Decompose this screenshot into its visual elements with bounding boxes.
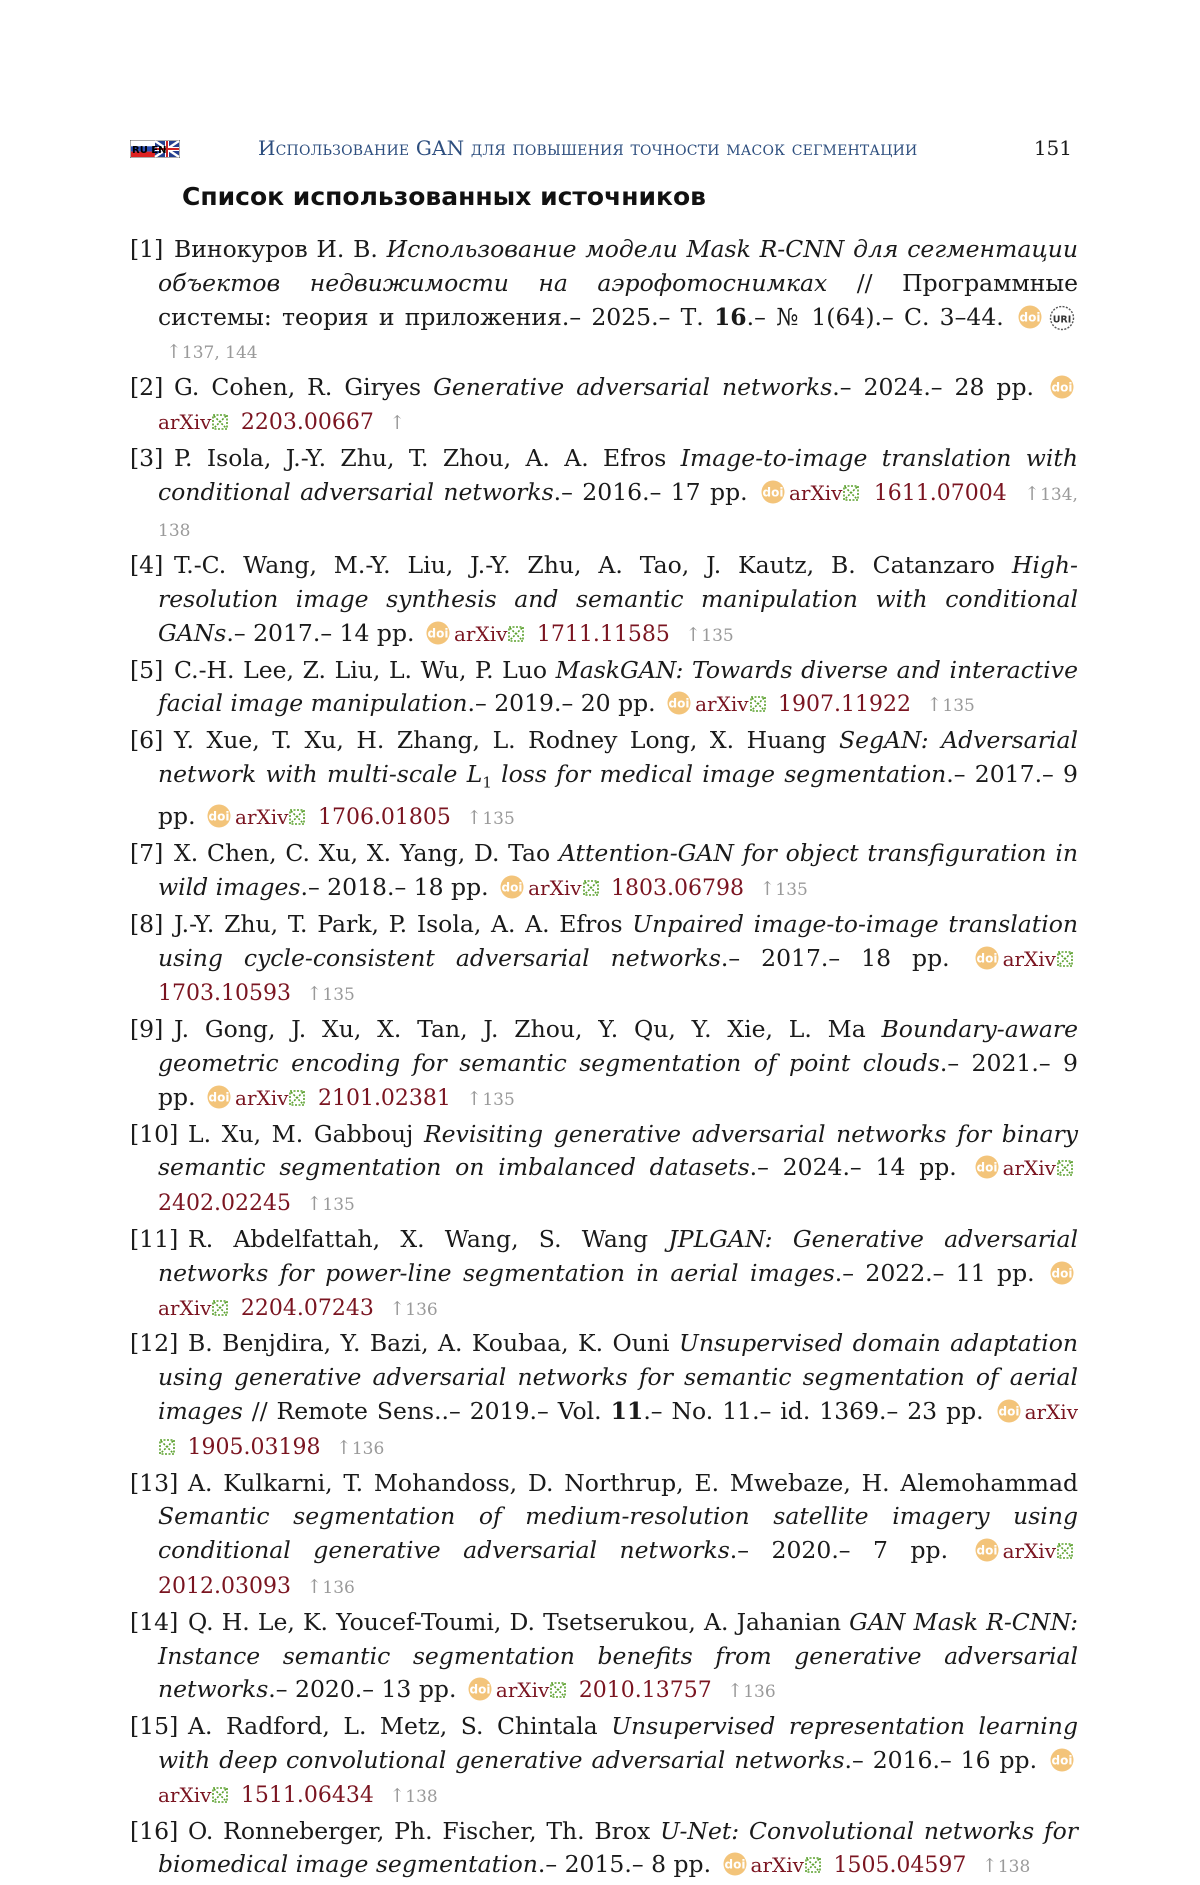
reference-authors: B. Benjdira, Y. Bazi, A. Koubaa, K. Ouni (188, 1329, 670, 1358)
reference-item (130, 1118, 1078, 1223)
arxiv-id-link[interactable]: 1511.06434 (240, 1782, 374, 1808)
arxiv-icon[interactable] (804, 1856, 822, 1874)
reference-details: .– 2016.– 16 pp. (844, 1745, 1038, 1774)
reference-title: MaskGAN: Towards diverse and interactive facial image manipulation (158, 655, 1078, 718)
arxiv-id-link[interactable]: 1711.11585 (536, 621, 670, 647)
arxiv-id-link[interactable]: 2203.00667 (240, 409, 374, 435)
reference-number: [13] (130, 1468, 179, 1497)
running-header (130, 136, 1072, 166)
arxiv-icon[interactable] (211, 1299, 229, 1317)
reference-title: SegAN: Adversarial network with multi-scale $L_1$ loss for medical image segmentation (158, 726, 1078, 792)
reference-authors: O. Ronneberger, Ph. Fischer, Th. Brox (188, 1816, 651, 1845)
reference-title: Использование модели Mask R-CNN для сегментации объектов недвижимости на аэрофотоснимках (158, 235, 1078, 297)
doi-icon[interactable] (498, 875, 526, 899)
arxiv-icon[interactable] (842, 484, 860, 502)
reference-number: [11] (130, 1225, 179, 1253)
reference-item (130, 654, 1078, 725)
reference-number: [5] (130, 655, 164, 684)
reference-title: Generative adversarial networks (433, 373, 833, 402)
arxiv-link[interactable]: arXiv (695, 692, 749, 717)
reference-item (130, 1467, 1078, 1606)
back-reference[interactable]: ↑135 (306, 1193, 355, 1216)
reference-item (130, 1327, 1078, 1466)
doi-icon[interactable] (1048, 375, 1076, 399)
reference-title: Semantic segmentation of medium-resolution satellite imagery using conditional generative adversarial networks (158, 1502, 1078, 1565)
doi-icon[interactable] (995, 1399, 1023, 1423)
back-reference[interactable]: ↑136 (335, 1436, 385, 1459)
reference-details: .– 2016.– 17 pp. (553, 477, 748, 506)
doi-icon[interactable] (973, 1538, 1001, 1562)
reference-number: [15] (130, 1712, 179, 1741)
reference-number: [7] (130, 839, 164, 868)
reference-number: [16] (130, 1816, 179, 1845)
arxiv-id-link[interactable]: 1907.11922 (778, 692, 911, 718)
reference-item (130, 1815, 1078, 1885)
back-reference[interactable]: ↑135 (466, 1087, 515, 1110)
arxiv-icon[interactable] (1056, 950, 1074, 968)
language-flag-icon[interactable] (130, 140, 180, 158)
reference-number: [14] (130, 1607, 179, 1636)
back-reference[interactable]: ↑ (389, 411, 406, 434)
reference-number: [8] (130, 909, 164, 938)
reference-details: .– 2017.– 9 pp. (158, 759, 1078, 831)
svg-text:RU EN: RU EN (132, 145, 167, 156)
arxiv-icon[interactable] (1056, 1159, 1074, 1177)
back-reference[interactable]: ↑136 (389, 1297, 438, 1320)
arxiv-icon[interactable] (507, 625, 525, 643)
reference-title: Boundary-aware geometric encoding for semantic segmentation of point clouds (158, 1015, 1078, 1078)
reference-title: Unpaired image-to-image translation using cycle-consistent adversarial networks (158, 909, 1079, 972)
doi-icon[interactable] (721, 1852, 749, 1876)
arxiv-link[interactable]: arXiv (1002, 946, 1056, 971)
reference-number: [2] (130, 373, 164, 402)
reference-item (130, 1710, 1078, 1814)
arxiv-link[interactable]: arXiv (158, 1782, 212, 1807)
back-reference[interactable]: ↑135 (466, 807, 515, 830)
arxiv-id-link[interactable]: 2012.03093 (158, 1573, 291, 1599)
arxiv-id-link[interactable]: 2402.02245 (158, 1191, 291, 1217)
reference-item (130, 837, 1078, 908)
doi-icon[interactable] (424, 621, 452, 645)
reference-authors: A. Kulkarni, T. Mohandoss, D. Northrup, E. Mwebaze, H. Alemohammad (188, 1468, 1078, 1497)
arxiv-icon[interactable] (1056, 1542, 1074, 1560)
reference-item (130, 371, 1078, 442)
arxiv-link[interactable]: arXiv (158, 1295, 212, 1320)
arxiv-id-link[interactable]: 1905.03198 (187, 1434, 321, 1460)
reference-authors: Y. Xue, T. Xu, H. Zhang, L. Rodney Long, X. Huang (174, 726, 827, 755)
reference-item (130, 233, 1078, 371)
reference-details: .– 2017.– 18 pp. (720, 943, 950, 972)
arxiv-id-link[interactable]: 2101.02381 (317, 1085, 451, 1111)
reference-source: // Программные системы: теория и приложения.– 2025.– Т. (158, 268, 1078, 331)
reference-item (130, 1013, 1078, 1117)
back-reference[interactable]: ↑137, 144 (166, 341, 258, 364)
reference-number: [1] (130, 235, 164, 263)
arxiv-link[interactable]: arXiv (158, 409, 212, 434)
arxiv-link[interactable]: arXiv (528, 876, 582, 901)
reference-title: Revisiting generative adversarial networks for binary semantic segmentation on imbalanced datasets (158, 1119, 1078, 1182)
arxiv-link[interactable]: arXiv (1002, 1539, 1056, 1564)
arxiv-id-link[interactable]: 2010.13757 (578, 1678, 712, 1704)
arxiv-icon[interactable] (582, 879, 600, 897)
reference-authors: T.-C. Wang, M.-Y. Liu, J.-Y. Zhu, A. Tao, J. Kautz, B. Catanzaro (174, 551, 995, 580)
reference-details: .– 2021.– 9 pp. (158, 1049, 1078, 1111)
back-reference[interactable]: ↑135 (926, 694, 975, 717)
doi-icon[interactable] (665, 691, 693, 715)
back-reference[interactable]: ↑136 (727, 1680, 776, 1703)
reference-authors: J.-Y. Zhu, T. Park, P. Isola, A. A. Efros (174, 909, 623, 938)
arxiv-icon[interactable] (288, 808, 306, 826)
arxiv-link[interactable]: arXiv (1024, 1399, 1078, 1424)
reference-details: .– № 1(64).– С. 3–44. (746, 302, 1004, 331)
reference-number: [10] (130, 1119, 179, 1148)
reference-title: Unsupervised domain adaptation using generative adversarial networks for semantic segmentation of aerial images (158, 1329, 1078, 1425)
reference-number: [3] (130, 443, 164, 472)
reference-title: GAN Mask R-CNN: Instance semantic segmentation benefits from generative adversarial networks (158, 1607, 1078, 1704)
reference-details: .– 2024.– 14 pp. (749, 1153, 957, 1182)
reference-authors: R. Abdelfattah, X. Wang, S. Wang (188, 1225, 649, 1253)
running-title: Использование GAN для повышения точности масок сегментации (258, 136, 918, 160)
reference-details: .– 2020.– 7 pp. (729, 1536, 949, 1565)
reference-item (130, 442, 1078, 549)
uri-icon[interactable] (1048, 305, 1076, 331)
arxiv-icon[interactable] (288, 1089, 306, 1107)
reference-authors: G. Cohen, R. Giryes (174, 373, 422, 402)
doi-icon[interactable] (1048, 1748, 1076, 1772)
back-reference[interactable]: ↑138 (389, 1784, 438, 1807)
arxiv-link[interactable]: arXiv (495, 1678, 550, 1703)
reference-title: High-resolution image synthesis and semantic manipulation with conditional GANs (158, 551, 1078, 647)
reference-source: // Remote Sens..– 2019.– Vol. (242, 1396, 611, 1425)
arxiv-icon[interactable] (549, 1681, 567, 1699)
reference-item (130, 1223, 1078, 1327)
reference-number: [12] (130, 1329, 179, 1358)
reference-authors: L. Xu, M. Gabbouj (188, 1119, 414, 1148)
reference-title: JPLGAN: Generative adversarial networks for power-line segmentation in aerial images (158, 1225, 1078, 1287)
arxiv-link[interactable]: arXiv (235, 805, 289, 830)
reference-authors: X. Chen, C. Xu, X. Yang, D. Tao (174, 839, 551, 868)
reference-item (130, 549, 1078, 653)
svg-text:URI: URI (1052, 314, 1072, 326)
doi-icon[interactable] (1016, 305, 1044, 329)
arxiv-link[interactable]: arXiv (750, 1853, 804, 1878)
reference-details: .– 2019.– 20 pp. (467, 689, 656, 718)
reference-title: Unsupervised representation learning with deep convolutional generative adversarial networks (158, 1712, 1078, 1774)
reference-item (130, 1606, 1078, 1710)
arxiv-icon[interactable] (158, 1438, 176, 1456)
reference-authors: C.-H. Lee, Z. Liu, L. Wu, P. Luo (174, 655, 548, 684)
section-title: Список использованных источников (182, 182, 706, 211)
reference-details: .– 2018.– 18 pp. (300, 873, 489, 902)
reference-number: [4] (130, 551, 164, 580)
reference-authors: J. Gong, J. Xu, X. Tan, J. Zhou, Y. Qu, Y. Xie, L. Ma (174, 1015, 866, 1044)
doi-icon[interactable] (466, 1677, 494, 1701)
arxiv-link[interactable]: arXiv (453, 621, 508, 646)
arxiv-icon[interactable] (211, 1786, 229, 1804)
doi-icon[interactable] (759, 480, 787, 504)
doi-icon[interactable] (973, 1155, 1001, 1179)
doi-icon[interactable] (1048, 1261, 1076, 1285)
reference-details: .– 2024.– 28 pp. (832, 373, 1034, 402)
reference-item (130, 724, 1078, 837)
reference-volume: 11 (610, 1396, 644, 1425)
doi-icon[interactable] (973, 946, 1001, 970)
back-reference[interactable]: ↑135 (759, 878, 808, 901)
reference-title: Image-to-image translation with conditional adversarial networks (158, 443, 1078, 506)
reference-authors: Q. H. Le, K. Youcef-Toumi, D. Tsetserukou, A. Jahanian (188, 1607, 841, 1636)
reference-details: .– 2022.– 11 pp. (834, 1258, 1035, 1287)
reference-title: Attention-GAN for object transfiguration in wild images (158, 839, 1078, 902)
arxiv-id-link[interactable]: 2204.07243 (240, 1295, 374, 1321)
reference-authors: A. Radford, L. Metz, S. Chintala (188, 1712, 598, 1741)
reference-list (130, 233, 1078, 1885)
arxiv-icon[interactable] (749, 695, 767, 713)
back-reference[interactable]: ↑135 (685, 623, 734, 646)
reference-item (130, 908, 1078, 1013)
back-reference[interactable]: ↑136 (306, 1575, 355, 1598)
arxiv-link[interactable]: arXiv (788, 480, 843, 505)
back-reference[interactable]: ↑134, 138 (158, 482, 1078, 542)
page-number: 151 (1033, 136, 1072, 160)
reference-number: [6] (130, 726, 164, 755)
arxiv-id-link[interactable]: 1706.01805 (317, 805, 451, 831)
back-reference[interactable]: ↑135 (306, 983, 355, 1006)
reference-title: U-Net: Convolutional networks for biomedical image segmentation (158, 1816, 1078, 1879)
reference-details: .– No. 11.– id. 1369.– 23 pp. (643, 1396, 984, 1425)
doi-icon[interactable] (205, 804, 233, 828)
reference-authors: P. Isola, J.-Y. Zhu, T. Zhou, A. A. Efros (174, 443, 667, 472)
reference-number: [9] (130, 1015, 164, 1044)
back-reference[interactable]: ↑138 (981, 1855, 1031, 1878)
reference-details: .– 2017.– 14 pp. (226, 618, 415, 647)
arxiv-link[interactable]: arXiv (1002, 1156, 1056, 1181)
arxiv-id-link[interactable]: 1803.06798 (611, 876, 744, 902)
reference-details: .– 2015.– 8 pp. (537, 1850, 712, 1879)
arxiv-icon[interactable] (211, 413, 229, 431)
reference-details: .– 2020.– 13 pp. (268, 1675, 457, 1704)
arxiv-id-link[interactable]: 1505.04597 (833, 1853, 967, 1879)
reference-authors: Винокуров И. В. (174, 235, 378, 263)
arxiv-id-link[interactable]: 1611.07004 (873, 480, 1007, 506)
doi-icon[interactable] (205, 1085, 233, 1109)
arxiv-link[interactable]: arXiv (235, 1085, 289, 1110)
arxiv-id-link[interactable]: 1703.10593 (158, 981, 291, 1007)
reference-volume: 16 (713, 302, 747, 331)
